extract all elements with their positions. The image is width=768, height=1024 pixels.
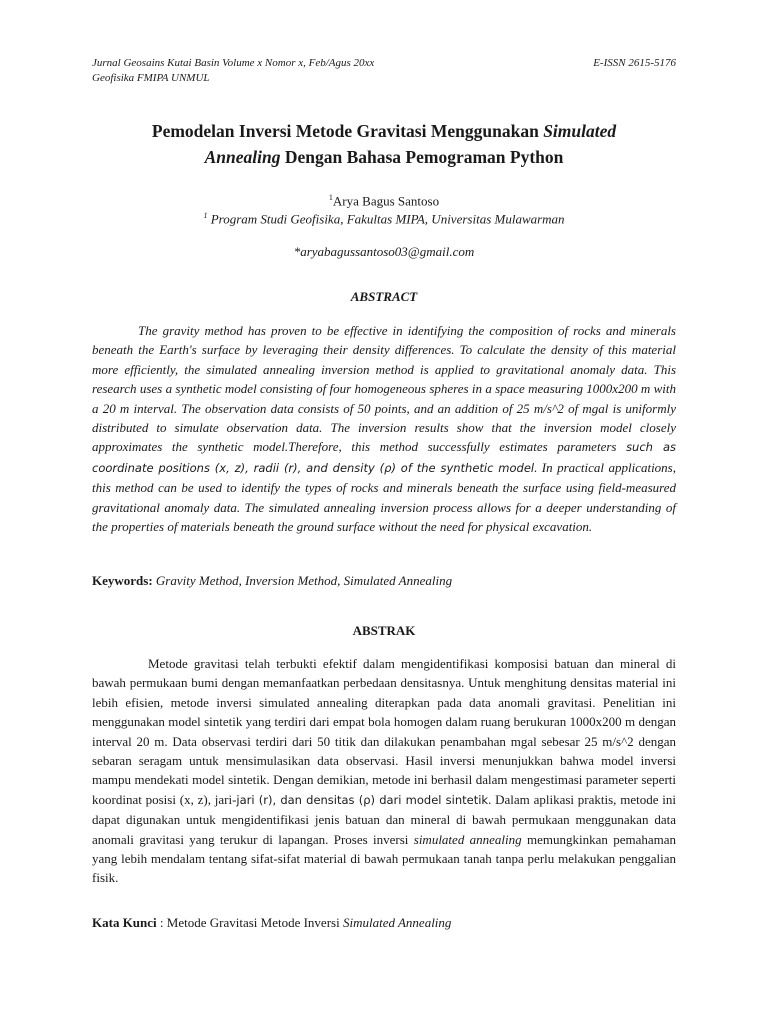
abstract-text-alt: such as coordinate positions (x, z), radii (r), and density (ρ) of the synthetic model	[92, 440, 676, 475]
kata-kunci-sep: :	[156, 915, 167, 930]
abstrak-heading: ABSTRAK	[352, 623, 416, 638]
kata-kunci-italic: Simulated Annealing	[342, 915, 452, 930]
kata-kunci-label: Kata Kunci	[92, 915, 157, 930]
running-header	[92, 56, 676, 86]
abstrak-body	[92, 654, 676, 888]
author-name: Arya Bagus Santoso	[332, 193, 440, 209]
abstrak-italic: simulated annealing	[413, 831, 522, 847]
abstrak-text-alt: jari (r), dan densitas (ρ) dari model sintetik	[236, 792, 489, 807]
issn: E-ISSN 2615-5176	[593, 57, 676, 69]
abstract-body	[92, 321, 676, 536]
abstract-text: . In practical applications, this method can be used to identify the types of rocks and minerals beneath the surface using field-measured gravitational anomaly data. The simulated annealing inversion process allows for a deeper understanding of the properties of materials beneath the ground surface without the need for physical excavation.	[92, 459, 676, 535]
author-email: *aryabagussantoso03@gmail.com	[293, 244, 475, 259]
abstrak-text: . Dalam aplikasi praktis, metode ini dapat digunakan untuk mengidentifikasi jenis batuan dan mineral di bawah permukaan menggunakan data anomali gravitasi yang terukur di lapangan. Proses inversi	[92, 791, 676, 847]
author-sup: 1	[328, 193, 333, 202]
keywords	[92, 571, 676, 590]
title-italic: Simulated	[543, 121, 617, 141]
title-text: Dengan Bahasa Pemograman Python	[280, 147, 564, 167]
title-italic: Annealing	[204, 147, 281, 167]
title-text: Pemodelan Inversi Metode Gravitasi Menggunakan	[151, 121, 544, 141]
paper-title	[92, 118, 676, 170]
abstract-heading: ABSTRACT	[350, 289, 418, 304]
kata-kunci-text: Metode Gravitasi Metode Inversi	[166, 915, 343, 930]
affiliation-sup: 1	[203, 211, 208, 220]
department: Geofisika FMIPA UNMUL	[92, 72, 210, 84]
keywords-label: Keywords:	[92, 573, 153, 588]
keywords-text: Gravity Method, Inversion Method, Simulated Annealing	[152, 573, 453, 588]
abstrak-text: memungkinkan pemahaman yang lebih mendalam tentang sifat-sifat material di bawah permukaan tanah tanpa perlu melakukan penggalian fisik.	[92, 831, 677, 886]
affiliation-text: Program Studi Geofisika, Fakultas MIPA, Universitas Mulawarman	[207, 211, 565, 227]
journal-name: Jurnal Geosains Kutai Basin Volume x Nomor x, Feb/Agus 20xx	[92, 57, 375, 69]
affiliation	[92, 206, 676, 228]
abstrak-text: Metode gravitasi telah terbukti efektif dalam mengidentifikasi komposisi batuan dan mineral di bawah permukaan bumi dengan memanfaatkan perbedaan densitasnya. Untuk menghitung densitas material ini lebih efisien, metode inversi simulated annealing diterapkan pada data anomali gravitasi. Penelitian ini menggunakan model sintetik yang terdiri dari empat bola homogen dalam ruang berukuran 1000x200 m dengan interval 20 m. Data observasi terdiri dari 50 titik dan dilakukan penambahan mgal sebesar 25 m/s^2 dengan sebaran seragam untuk mensimulasikan data observasi. Hasil inversi menunjukkan bahwa model inversi mampu mendekati model sintetik. Dengan demikian, metode ini berhasil dalam mengestimasi parameter seperti koordinat posisi (x, z), jari-	[92, 656, 676, 807]
abstract-text: The gravity method has proven to be effective in identifying the composition of rocks and minerals beneath the Earth's surface by leveraging their density differences. To calculate the density of this material more efficiently, the simulated annealing inversion method is applied to gravitational anomaly data. This research uses a synthetic model consisting of four homogeneous spheres in a space measuring 1000x200 m with a 20 m interval. The observation data consists of 50 points, and an addition of 25 m/s^2 of mgal is uniformly distributed to simulate observation data. The inversion results show that the inversion model closely approximates the synthetic model.Therefore, this method successfully estimates parameters	[92, 323, 676, 455]
kata-kunci	[92, 913, 676, 932]
